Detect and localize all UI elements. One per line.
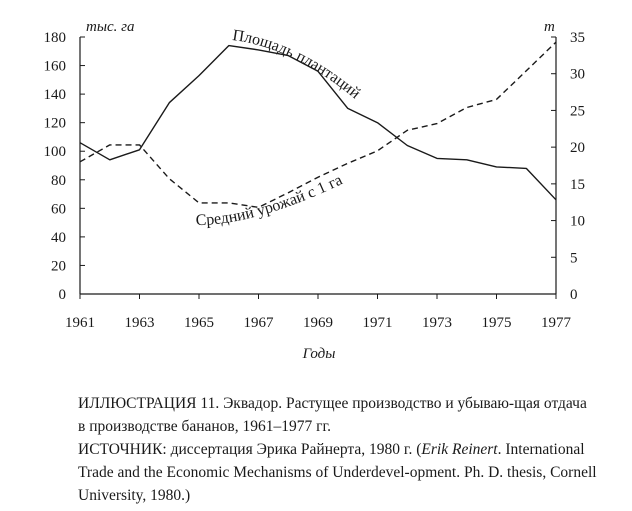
x-tick-label: 1971 <box>362 315 393 331</box>
x-axis-ticks <box>65 294 572 331</box>
x-axis-label: Годы <box>302 346 336 362</box>
right-tick-label: 30 <box>570 66 585 83</box>
series-label-area <box>231 27 363 102</box>
figure-caption <box>78 392 598 507</box>
caption-source <box>78 438 598 507</box>
left-tick-label: 80 <box>51 172 66 189</box>
left-tick-label: 0 <box>58 287 66 303</box>
left-tick-label: 140 <box>43 87 66 104</box>
left-tick-label: 180 <box>43 30 66 46</box>
x-tick-label: 1977 <box>541 315 571 331</box>
left-tick-label: 60 <box>51 201 66 218</box>
right-tick-label: 25 <box>570 103 585 120</box>
series-label-yield <box>196 172 346 230</box>
right-tick-label: 35 <box>570 30 585 46</box>
right-tick-label: 10 <box>570 213 585 230</box>
series-label-area-text: Площадь плантаций <box>231 27 364 103</box>
x-tick-label: 1975 <box>481 315 512 331</box>
left-axis-ticks <box>44 30 86 303</box>
right-tick-label: 15 <box>570 176 585 193</box>
right-axis-unit: т <box>544 19 555 35</box>
x-tick-label: 1963 <box>124 315 155 331</box>
right-tick-label: 20 <box>570 140 585 157</box>
left-tick-label: 160 <box>43 58 66 75</box>
caption-source-rest: . International Trade and the Economic Mechanisms of Underdevel-opment. Ph. D. thesis, Cornell University, 1980.) <box>78 441 597 504</box>
caption-source-label: ИСТОЧНИК: <box>78 441 167 458</box>
left-tick-label: 20 <box>51 258 66 275</box>
series-label-yield-text: Средний урожай с 1 га <box>195 171 346 230</box>
x-tick-label: 1973 <box>422 315 452 331</box>
left-tick-label: 40 <box>51 229 66 246</box>
left-axis-unit: тыс. га <box>86 19 135 35</box>
caption-source-text: диссертация Эрика Райнерта, 1980 г. ( <box>166 441 422 458</box>
caption-title <box>78 392 598 438</box>
right-tick-label: 0 <box>570 287 578 303</box>
left-tick-label: 100 <box>43 144 66 161</box>
x-tick-label: 1969 <box>303 315 333 331</box>
x-tick-label: 1967 <box>243 315 274 331</box>
caption-title-text: Эквадор. Растущее производство и убываю-щая отдача в производстве бананов, 1961–1977 гг. <box>78 395 587 435</box>
left-tick-label: 120 <box>43 115 66 132</box>
caption-source-author: Erik Reinert <box>421 441 498 458</box>
caption-title-label: ИЛЛЮСТРАЦИЯ 11. <box>78 395 220 412</box>
right-tick-label: 5 <box>570 250 578 267</box>
x-tick-label: 1961 <box>65 315 95 331</box>
x-tick-label: 1965 <box>184 315 214 331</box>
